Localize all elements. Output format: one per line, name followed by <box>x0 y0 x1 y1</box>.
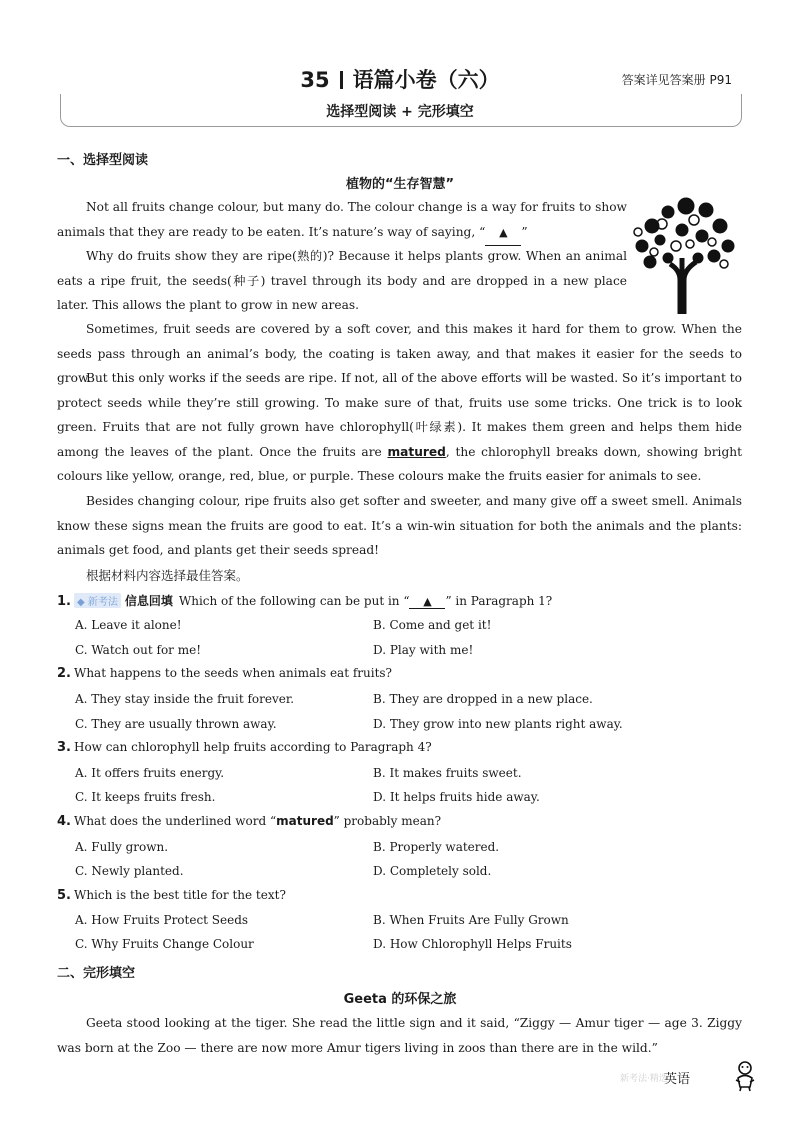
cloze-paragraph-1-text: Geeta stood looking at the tiger. She read the little sign and it said, “Ziggy — Amur tiger — age 3. Ziggy was born at the Zoo — there are now more Amur tigers living in zoos than there are in the wild.” <box>57 1016 742 1055</box>
question-stem-a: What does the underlined word “ <box>73 814 277 828</box>
question-3 <box>57 740 432 755</box>
answer-reference: 答案详见答案册 P91 <box>621 73 732 87</box>
question-keyword: matured <box>276 814 334 828</box>
footer-subject: 英语 <box>664 1072 691 1087</box>
option-2d[interactable]: D. They grow into new plants right away. <box>373 717 623 731</box>
tag-label: 新考法 <box>87 597 118 608</box>
paragraph-2-text: Why do fruits show they are ripe(熟的)? Because it helps plants grow. When an animal eats a ripe fruit, the seeds(种子) travel through its body and are dropped in a new place later. This allows the plant to grow in new areas. <box>57 249 627 312</box>
paragraph-1 <box>57 195 627 246</box>
paragraph-1-text: Not all fruits change colour, but many do. The colour change is a way for fruits to show animals that they are ready to be eaten. It’s nature’s way of saying, “ <box>57 200 627 239</box>
cloze-paragraph-1 <box>57 1011 742 1060</box>
question-number: 3. <box>57 740 71 755</box>
option-1a[interactable]: A. Leave it alone! <box>75 618 182 632</box>
new-method-tag: ◆ 新考法 <box>74 593 121 608</box>
question-2 <box>57 666 392 681</box>
footer-series-label: 新考法·精选 <box>620 1074 668 1084</box>
option-5c[interactable]: C. Why Fruits Change Colour <box>75 937 254 951</box>
option-5d[interactable]: D. How Chlorophyll Helps Fruits <box>373 937 572 951</box>
paragraph-3-text: Sometimes, fruit seeds are covered by a soft cover, and this makes it hard for them to grow. When the seeds pass through an animal’s body, the coating is taken away, and that makes it easier for the seeds to grow. <box>57 322 742 385</box>
title-divider <box>340 71 343 89</box>
option-1b[interactable]: B. Come and get it! <box>373 618 492 632</box>
option-2c[interactable]: C. They are usually thrown away. <box>75 717 277 731</box>
unit-number: 35 <box>300 68 330 92</box>
option-4d[interactable]: D. Completely sold. <box>373 864 492 878</box>
underlined-word: matured <box>387 444 446 459</box>
paragraph-5 <box>57 489 742 563</box>
cloze-passage-title: Geeta 的环保之旅 <box>343 992 457 1007</box>
option-3a[interactable]: A. It offers fruits energy. <box>75 766 225 780</box>
triangle-marker: ▲ <box>423 595 432 608</box>
question-number: 2. <box>57 666 71 681</box>
paragraph-4-text-b: , the chlorophyll breaks down, showing bright colours like yellow, orange, red, blue, or purple. These colours make the fruits easier for animals to see. <box>57 444 742 483</box>
instruction: 根据材料内容选择最佳答案。 <box>86 568 249 583</box>
question-1 <box>57 592 552 609</box>
option-1d[interactable]: D. Play with me! <box>373 643 474 657</box>
option-3d[interactable]: D. It helps fruits hide away. <box>373 790 540 804</box>
question-number: 4. <box>57 814 71 829</box>
question-stem: What happens to the seeds when animals eat fruits? <box>73 666 392 680</box>
paragraph-4-text-a: But this only works if the seeds are ripe. If not, all of the above efforts will be wasted. So it’s important to protect seeds while they’re still growing. To make sure of that, fruits use some tricks. One trick is to look green. Fruits that are not fully grown have chlorophyll(叶绿素). It makes them green and helps them hide among the leaves of the plant. Once the fruits are <box>57 371 742 459</box>
question-4 <box>57 814 441 829</box>
question-stem-b: ” in Paragraph 1? <box>445 594 553 608</box>
paragraph-4 <box>57 366 742 489</box>
answer-blank <box>485 220 521 247</box>
question-number: 5. <box>57 888 71 903</box>
mascot-icon <box>732 1060 758 1092</box>
triangle-marker: ▲ <box>499 225 508 239</box>
option-2a[interactable]: A. They stay inside the fruit forever. <box>75 692 295 706</box>
section-heading-reading: 一、选择型阅读 <box>57 153 149 168</box>
unit-title: 语篇小卷（六） <box>352 68 500 92</box>
option-5b[interactable]: B. When Fruits Are Fully Grown <box>373 913 569 927</box>
passage-title: 植物的“生存智慧” <box>345 177 455 192</box>
page-subtitle: 选择型阅读 + 完形填空 <box>326 104 474 120</box>
question-stem-b: ” probably mean? <box>333 814 442 828</box>
option-4a[interactable]: A. Fully grown. <box>75 840 169 854</box>
option-1c[interactable]: C. Watch out for me! <box>75 643 202 657</box>
question-stem: Which is the best title for the text? <box>73 888 286 902</box>
answer-blank <box>409 594 445 609</box>
paragraph-5-text: Besides changing colour, ripe fruits also get softer and sweeter, and many give off a sweet smell. Animals know these signs mean the fruits are good to eat. It’s a win-win situation for both the animals and the plants: animals get food, and plants get their seeds spread! <box>57 494 742 557</box>
option-4b[interactable]: B. Properly watered. <box>373 840 500 854</box>
question-5 <box>57 888 286 903</box>
question-stem-a: Which of the following can be put in “ <box>178 594 410 608</box>
paragraph-2 <box>57 244 627 318</box>
option-4c[interactable]: C. Newly planted. <box>75 864 184 878</box>
question-number: 1. <box>57 594 71 609</box>
option-2b[interactable]: B. They are dropped in a new place. <box>373 692 593 706</box>
fruit-tree-illustration <box>624 196 742 314</box>
question-stem: How can chlorophyll help fruits according to Paragraph 4? <box>73 740 432 754</box>
section-heading-cloze: 二、完形填空 <box>57 966 136 981</box>
paragraph-1-end: ” <box>521 224 528 239</box>
option-5a[interactable]: A. How Fruits Protect Seeds <box>75 913 249 927</box>
option-3c[interactable]: C. It keeps fruits fresh. <box>75 790 216 804</box>
option-3b[interactable]: B. It makes fruits sweet. <box>373 766 522 780</box>
info-fill-label: 信息回填 <box>124 594 173 608</box>
